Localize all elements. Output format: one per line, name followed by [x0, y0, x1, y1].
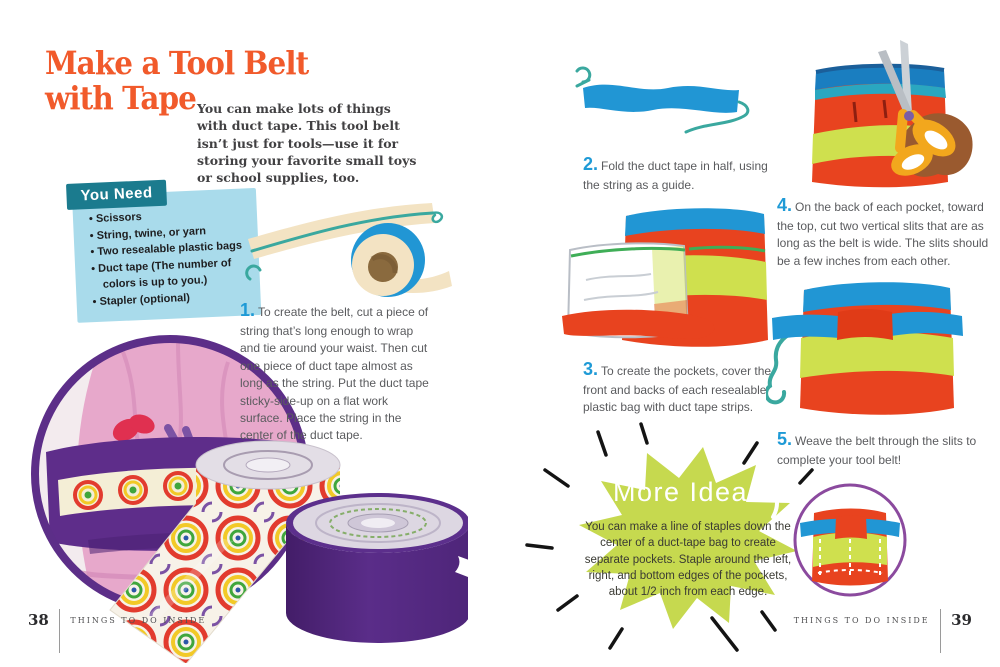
step-3 — [583, 356, 791, 417]
belt-tab-right — [890, 312, 963, 336]
step-1-text: To create the belt, cut a piece of string that’s long enough to wrap and tie around your waist. Then cut one piece of duct tape almost as long as the string. Put the duct tape sticky-side-up on a flat work surface. Place the string in the center of the duct tape. — [240, 305, 429, 443]
footer-divider — [59, 609, 61, 653]
footer-divider — [940, 609, 942, 653]
footer-left — [28, 613, 206, 653]
step-4-text: On the back of each pocket, toward the top, cut two vertical slits that are as long as the belt is wide. The slits should be a few inches from each other. — [777, 200, 989, 268]
more-ideas-heading: More Ideas — [612, 477, 764, 507]
bag-taping-illustration — [556, 204, 781, 354]
step-3-text: To create the pockets, cover the front and backs of each resealable plastic bag with duct tape strips. — [583, 364, 772, 415]
page-number-right: 39 — [951, 611, 972, 629]
step-2 — [583, 151, 779, 194]
you-need-list — [89, 204, 251, 310]
step-2-text: Fold the duct tape in half, using the string as a guide. — [583, 159, 768, 193]
section-title: THINGS TO DO INSIDE — [70, 616, 207, 625]
tape-strip-and-roll-illustration — [236, 183, 461, 301]
step-5-number: 5. — [777, 429, 793, 449]
belt-tab-left — [772, 315, 839, 340]
page-title-line1: Make a Tool Belt — [45, 44, 309, 82]
step-1 — [240, 297, 432, 445]
folded-tape-illustration — [553, 52, 763, 147]
section-title: THINGS TO DO INSIDE — [793, 616, 930, 625]
intro-text: You can make lots of things with duct tape. This tool belt isn’t just for tools—use it for storing your favorite small toys or school supplies, too. — [197, 101, 417, 185]
pocket-scissors-illustration — [782, 22, 982, 192]
belt-woven-illustration — [766, 276, 981, 426]
you-need-item: • Scissors — [89, 204, 248, 227]
you-need-item: • Two resealable plastic bags — [90, 237, 249, 260]
step-1-number: 1. — [240, 300, 256, 320]
you-need-item: • Stapler (optional) — [92, 287, 251, 310]
you-need-item: • String, twine, or yarn — [89, 221, 248, 244]
step-4 — [777, 192, 989, 270]
footer-right — [794, 613, 972, 653]
step-2-number: 2. — [583, 154, 599, 174]
step-4-number: 4. — [777, 195, 793, 215]
you-need-item: • Duct tape (The number of colors is up to you.) — [91, 254, 250, 294]
step-3-number: 3. — [583, 359, 599, 379]
step-5 — [777, 426, 995, 469]
page-number-left: 38 — [28, 611, 49, 629]
stapled-pockets-photo — [788, 479, 913, 601]
you-need-heading: You Need — [66, 180, 167, 210]
step-5-text: Weave the belt through the slits to complete your tool belt! — [777, 434, 977, 468]
page-title-line2: with Tape — [45, 79, 196, 118]
more-ideas-text: You can make a line of staples down the center of a duct-tape bag to create separate pockets. Staple around the left, right, and bottom edges of the pockets, about 1/2 inch from each edge. — [584, 521, 792, 599]
